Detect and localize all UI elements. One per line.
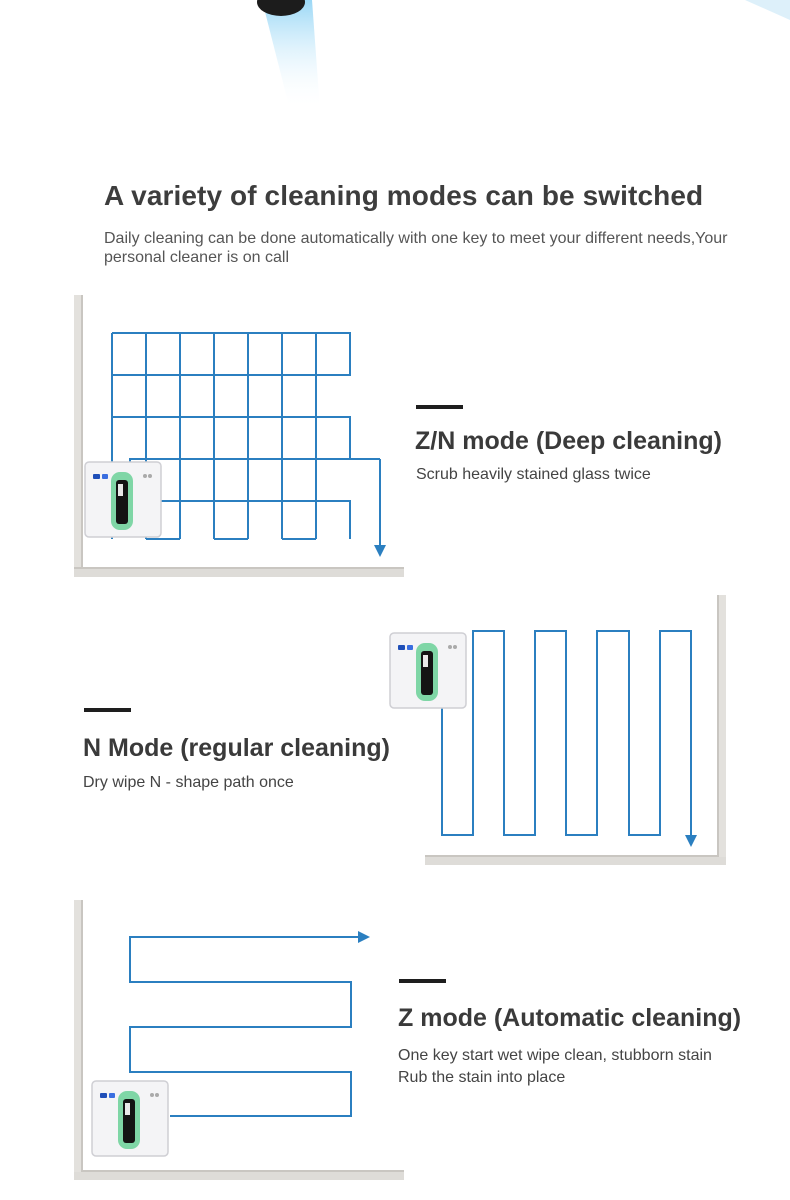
- section-divider: [84, 708, 131, 712]
- z-mode-description-line-2: Rub the stain into place: [398, 1069, 566, 1086]
- z-mode-title: Z mode (Automatic cleaning): [398, 1004, 742, 1032]
- z-mode-illustration: [70, 900, 410, 1185]
- window-frame: [425, 595, 726, 865]
- section-divider: [416, 405, 463, 409]
- n-mode-description: Dry wipe N - shape path once: [83, 774, 294, 791]
- window-cleaning-robot-icon: [92, 1081, 168, 1156]
- section-divider: [399, 979, 446, 983]
- window-cleaning-robot-icon: [390, 633, 466, 708]
- window-cleaning-robot-icon: [85, 462, 161, 537]
- path-direction-arrow-icon: [685, 835, 697, 847]
- page-title: A variety of cleaning modes can be switched: [104, 180, 704, 211]
- top-decoration: [0, 0, 790, 130]
- path-direction-arrow-icon: [374, 545, 386, 557]
- z-mode-description-line-1: One key start wet wipe clean, stubborn stain: [398, 1047, 712, 1064]
- zn-mode-title: Z/N mode (Deep cleaning): [415, 427, 722, 455]
- page-subtitle: Daily cleaning can be done automatically with one key to meet your different needs,Your personal cleaner is on call: [104, 230, 728, 266]
- path-direction-arrow-icon: [358, 931, 370, 943]
- n-mode-title: N Mode (regular cleaning): [83, 734, 390, 762]
- n-mode-illustration: [385, 595, 735, 870]
- n-path: [442, 631, 691, 835]
- zn-mode-description: Scrub heavily stained glass twice: [416, 466, 651, 483]
- zn-mode-illustration: [70, 295, 410, 585]
